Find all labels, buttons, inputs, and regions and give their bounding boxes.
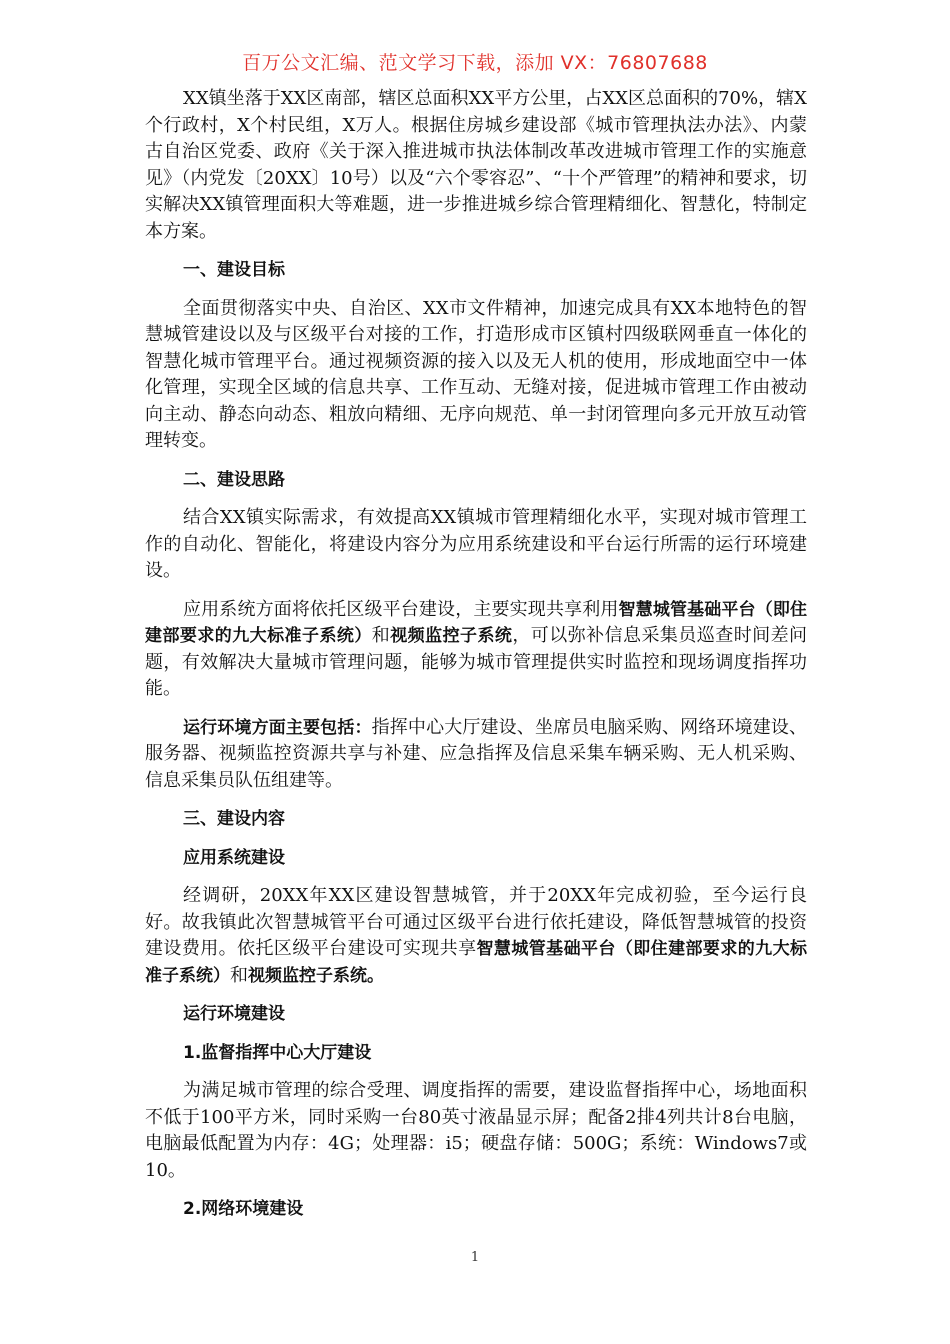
text-span: 指挥中心大厅建设、坐席员电脑采购、网络环境建设、服务器、视频监控资源共享与补建、应急指挥及信息采集车辆采购、无人机采购、信息采集员队伍组建等。 xyxy=(145,716,808,791)
intro-paragraph: XX镇坐落于XX区南部，辖区总面积XX平方公里，占XX区总面积的70%，辖X个行政村，X个村民组，X万人。根据住房城乡建设部《城市管理执法办法》、内蒙古自治区党委、政府《关于深入推进城市执法体制改革改进城市管理工作的实施意见》（内党发〔20XX〕10号）以及“六个零容忍”、“十个严管理”的精神和要求，切实解决XX镇管理面积大等难题，进一步推进城乡综合管理精细化、智慧化，特制定本方案。 xyxy=(145,88,807,242)
text-span: 应用系统方面将依托区级平台建设，主要实现共享利用 xyxy=(183,598,619,620)
subheading-command-center: 1.监督指挥中心大厅建设 xyxy=(183,1042,372,1063)
command-center-paragraph: 为满足城市管理的综合受理、调度指挥的需要，建设监督指挥中心，场地面积不低于100平方米，同时采购一台80英寸液晶显示屏；配备2排4列共计8台电脑，电脑最低配置为内存：4G；处理器：i5；硬盘存储：500G；系统：Windows7或10。 xyxy=(145,1080,807,1181)
application-content-paragraph xyxy=(145,883,807,989)
text-span: 和 xyxy=(230,964,248,986)
bold-text: 视频监控子系统 xyxy=(390,626,513,646)
text-span: ，可以弥补信息采集员巡查时间差问题，有效解决大量城市管理问题，能够为城市管理提供实时监控和现场调度指挥功能。 xyxy=(145,625,808,699)
section-heading-content: 三、建设内容 xyxy=(183,809,285,829)
subheading-application: 应用系统建设 xyxy=(183,847,285,868)
approach-paragraph: 结合XX镇实际需求，有效提高XX镇城市管理精细化水平，实现对城市管理工作的自动化、智能化，将建设内容分为应用系统建设和平台运行所需的运行环境建设。 xyxy=(145,507,807,581)
bold-text: 运行环境方面主要包括： xyxy=(183,717,372,738)
bold-text: 智慧城管基础平台（即住建部要求的九大标准子系统） xyxy=(145,599,808,646)
page-number: 1 xyxy=(470,1250,480,1265)
header-banner: 百万公文汇编、范文学习下载，添加 VX：76807688 xyxy=(242,52,708,74)
bold-text: 智慧城管基础平台（即住建部要求的九大标准子系统） xyxy=(145,939,807,986)
bold-text: 视频监控子系统。 xyxy=(248,965,384,986)
environment-paragraph xyxy=(145,715,807,795)
document-body xyxy=(145,86,807,1235)
text-span: 经调研，20XX年XX区建设智慧城管，并于20XX年完成初验，至今运行良好。故我镇此次智慧城管平台可通过区级平台进行依托建设，降低智慧城管的投资建设费用。依托区级平台建设可实现共享 xyxy=(145,885,807,959)
application-system-paragraph xyxy=(145,597,807,703)
section-heading-goals: 一、建设目标 xyxy=(183,260,285,280)
subheading-environment: 运行环境建设 xyxy=(183,1004,285,1024)
goals-paragraph: 全面贯彻落实中央、自治区、XX市文件精神，加速完成具有XX本地特色的智慧城管建设以及与区级平台对接的工作，打造形成市区镇村四级联网垂直一体化的智慧化城市管理平台。通过视频资源的接入以及无人机的使用，形成地面空中一体化管理，实现全区域的信息共享、工作互动、无缝对接，促进城市管理工作由被动向主动、静态向动态、粗放向精细、无序向规范、单一封闭管理向多元开放互动管理转变。 xyxy=(145,297,807,451)
subheading-network: 2.网络环境建设 xyxy=(183,1199,304,1219)
section-heading-approach: 二、建设思路 xyxy=(183,469,285,490)
text-span: 和 xyxy=(371,625,391,646)
